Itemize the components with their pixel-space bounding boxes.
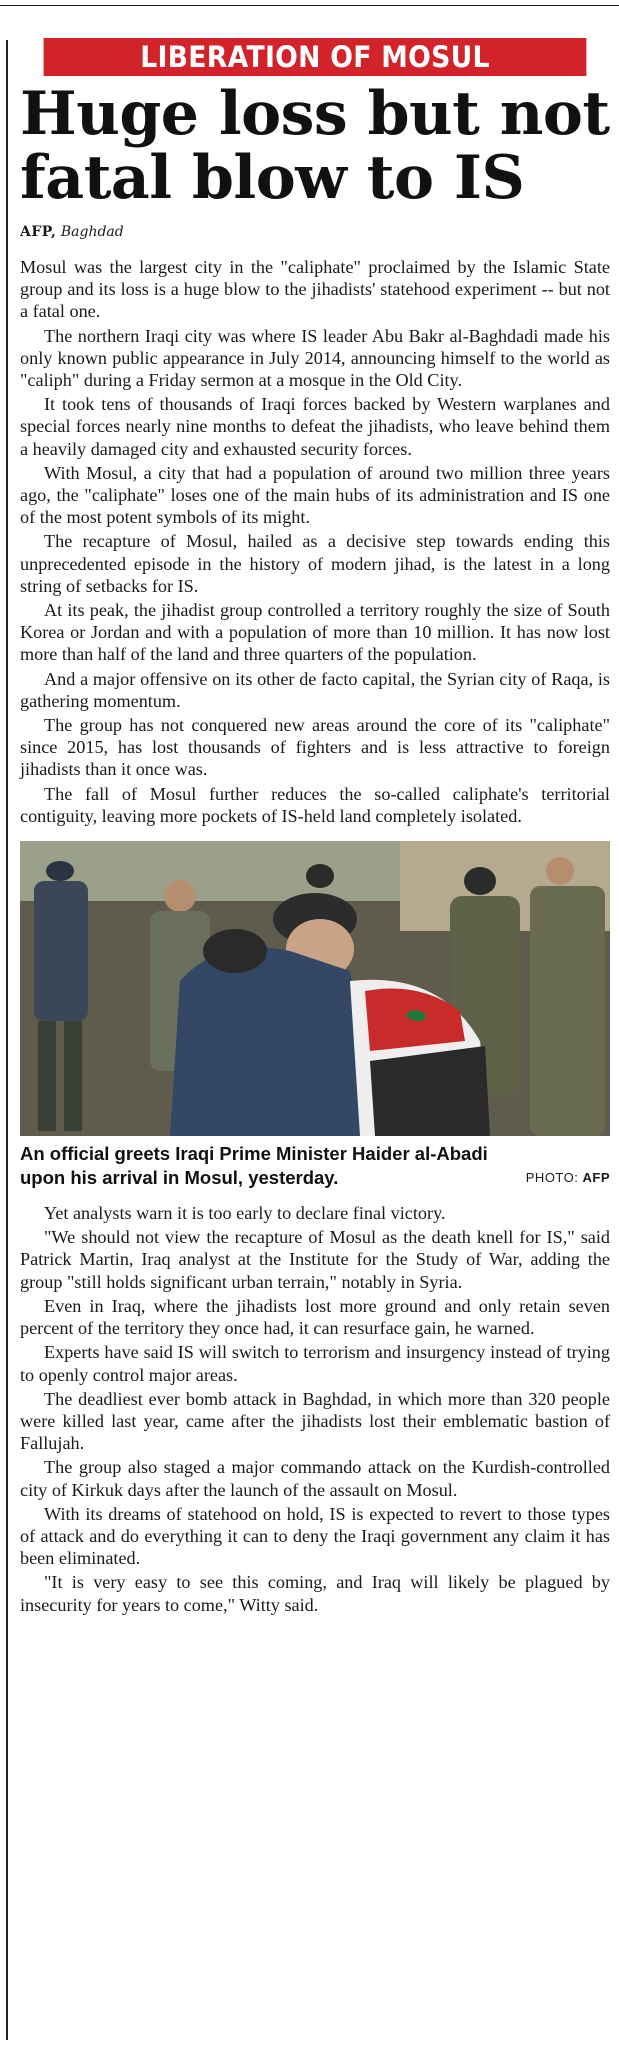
paragraph: The deadliest ever bomb attack in Baghdad, in which more than 320 people were killed last year, came after the jihadists lost their emblematic bastion of Fallujah. [20,1388,610,1454]
column-rule [6,40,8,2040]
photo-illustration [20,841,610,1136]
paragraph: With Mosul, a city that had a population of around two million three years ago, the "caliphate" loses one of the main hubs of its administration and IS one of the most potent symbols of its might. [20,462,610,528]
paragraph: The recapture of Mosul, hailed as a decisive step towards ending this unprecedented episode in the history of modern jihad, is the latest in a long string of setbacks for IS. [20,531,610,596]
byline-place: Baghdad [60,224,124,240]
photo-credit-label: PHOTO: [525,1170,579,1186]
paragraph: Even in Iraq, where the jihadists lost more ground and only retain seven percent of the territory they once had, it can resurface gain, he warned. [20,1295,610,1339]
section-banner: LIBERATION OF MOSUL [44,38,587,76]
byline [20,222,610,242]
photo-credit-agency: AFP [582,1170,610,1186]
paragraph: The group has not conquered new areas around the core of its "caliphate" since 2015, has lost thousands of fighters and is less attractive to foreign jihadists than it once was. [20,715,610,780]
top-rule [0,0,619,6]
paragraph: "We should not view the recapture of Mosul as the death knell for IS," said Patrick Martin, Iraq analyst at the Institute for the Study of War, adding the group "still holds significant urban terrain," notably in Syria. [20,1227,610,1292]
news-photo [20,841,610,1136]
paragraph: Mosul was the largest city in the "caliphate" proclaimed by the Islamic State group and its loss is a huge blow to the jihadists' statehood experiment -- but not a fatal one. [20,257,610,322]
article-body-top [20,256,610,827]
photo-credit [526,1170,610,1185]
byline-agency: AFP, [20,224,57,240]
photo-caption: An official greets Iraqi Prime Minister Haider al-Abadi upon his arrival in Mosul, yesterday. [20,1143,488,1189]
article [20,38,610,1618]
article-body-bottom [20,1202,610,1616]
headline: Huge loss but not fatal blow to IS [20,79,610,213]
paragraph: Yet analysts warn it is too early to declare final victory. [44,1203,446,1224]
paragraph: The fall of Mosul further reduces the so-called caliphate's territorial contiguity, leaving more pockets of IS-held land completely isolated. [20,783,610,826]
photo-caption-row [20,1142,610,1192]
paragraph: Experts have said IS will switch to terrorism and insurgency instead of trying to openly control major areas. [20,1342,610,1385]
paragraph: It took tens of thousands of Iraqi forces backed by Western warplanes and special forces nearly nine months to defeat the jihadists, who leave behind them a heavily damaged city and exhausted security forces. [20,394,610,459]
paragraph: At its peak, the jihadist group controlled a territory roughly the size of South Korea or Jordan and with a population of more than 10 million. It has now lost more than half of the land and three quarters of the population. [20,600,610,665]
paragraph: And a major offensive on its other de facto capital, the Syrian city of Raqa, is gathering momentum. [20,668,610,711]
paragraph: "It is very easy to see this coming, and Iraq will likely be plagued by insecurity for years to come," Witty said. [20,1572,610,1615]
paragraph: With its dreams of statehood on hold, IS is expected to revert to those types of attack and do everything it can to deny the Iraqi government any claim it has been eliminated. [20,1503,610,1569]
paragraph: The northern Iraqi city was where IS leader Abu Bakr al-Baghdadi made his only known public appearance in July 2014, announcing himself to the world as "caliph" during a Friday sermon at a mosque in the Old City. [20,325,610,391]
paragraph: The group also staged a major commando attack on the Kurdish-controlled city of Kirkuk days after the launch of the assault on Mosul. [20,1457,610,1500]
